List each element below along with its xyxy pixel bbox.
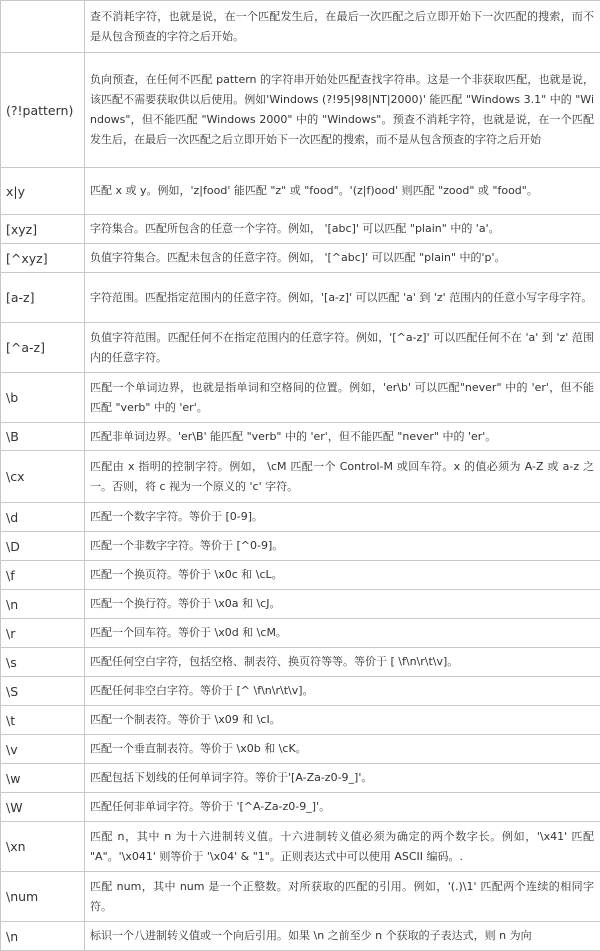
regex-symbol: \b bbox=[1, 373, 85, 423]
regex-description: 匹配任何非单词字符。等价于 '[^A-Za-z0-9_]'。 bbox=[85, 793, 600, 822]
regex-symbol: [^xyz] bbox=[1, 244, 85, 273]
regex-symbol: \B bbox=[1, 423, 85, 451]
regex-symbol: [a-z] bbox=[1, 273, 85, 323]
table-row bbox=[1, 273, 600, 323]
regex-symbol bbox=[1, 1, 85, 53]
table-row bbox=[1, 590, 600, 619]
table-row bbox=[1, 1, 600, 53]
regex-symbol: \v bbox=[1, 735, 85, 764]
regex-symbol: (?!pattern) bbox=[1, 53, 85, 168]
regex-symbol: \f bbox=[1, 561, 85, 590]
table-row bbox=[1, 561, 600, 590]
table-row bbox=[1, 503, 600, 532]
table-row bbox=[1, 922, 600, 951]
regex-symbol: x|y bbox=[1, 168, 85, 215]
regex-description: 匹配非单词边界。'er\B' 能匹配 "verb" 中的 'er'，但不能匹配 "never" 中的 'er'。 bbox=[85, 423, 600, 451]
table-row bbox=[1, 323, 600, 373]
table-row bbox=[1, 619, 600, 648]
regex-description: 匹配任何空白字符，包括空格、制表符、换页符等等。等价于 [ \f\n\r\t\v]。 bbox=[85, 648, 600, 677]
table-row bbox=[1, 764, 600, 793]
regex-description: 匹配一个数字字符。等价于 [0-9]。 bbox=[85, 503, 600, 532]
table-row bbox=[1, 53, 600, 168]
regex-symbol: \S bbox=[1, 677, 85, 706]
regex-description: 匹配任何非空白字符。等价于 [^ \f\n\r\t\v]。 bbox=[85, 677, 600, 706]
table-row bbox=[1, 244, 600, 273]
regex-description: 字符范围。匹配指定范围内的任意字符。例如，'[a-z]' 可以匹配 'a' 到 'z' 范围内的任意小写字母字符。 bbox=[85, 273, 600, 323]
regex-description: 负值字符集合。匹配未包含的任意字符。例如， '[^abc]' 可以匹配 "plain" 中的'p'。 bbox=[85, 244, 600, 273]
regex-symbol: \W bbox=[1, 793, 85, 822]
regex-symbol: \w bbox=[1, 764, 85, 793]
regex-description: 负值字符范围。匹配任何不在指定范围内的任意字符。例如，'[^a-z]' 可以匹配任何不在 'a' 到 'z' 范围内的任意字符。 bbox=[85, 323, 600, 373]
table-row bbox=[1, 872, 600, 922]
table-row bbox=[1, 793, 600, 822]
regex-symbol: \r bbox=[1, 619, 85, 648]
regex-description: 匹配包括下划线的任何单词字符。等价于'[A-Za-z0-9_]'。 bbox=[85, 764, 600, 793]
table-row bbox=[1, 451, 600, 503]
regex-description: 匹配 x 或 y。例如，'z|food' 能匹配 "z" 或 "food"。'(z|f)ood' 则匹配 "zood" 或 "food"。 bbox=[85, 168, 600, 215]
regex-symbol: \D bbox=[1, 532, 85, 561]
regex-symbol: \t bbox=[1, 706, 85, 735]
regex-description: 字符集合。匹配所包含的任意一个字符。例如， '[abc]' 可以匹配 "plain" 中的 'a'。 bbox=[85, 215, 600, 244]
regex-symbol: \cx bbox=[1, 451, 85, 503]
regex-description: 匹配 num，其中 num 是一个正整数。对所获取的匹配的引用。例如，'(.)\1' 匹配两个连续的相同字符。 bbox=[85, 872, 600, 922]
regex-symbol: \num bbox=[1, 872, 85, 922]
table-row bbox=[1, 822, 600, 872]
table-row bbox=[1, 532, 600, 561]
regex-description: 匹配一个垂直制表符。等价于 \x0b 和 \cK。 bbox=[85, 735, 600, 764]
regex-description: 匹配一个换页符。等价于 \x0c 和 \cL。 bbox=[85, 561, 600, 590]
table-row bbox=[1, 677, 600, 706]
regex-description: 匹配一个非数字字符。等价于 [^0-9]。 bbox=[85, 532, 600, 561]
regex-description: 匹配由 x 指明的控制字符。例如， \cM 匹配一个 Control-M 或回车符。x 的值必须为 A-Z 或 a-z 之一。否则，将 c 视为一个原义的 'c' 字符。 bbox=[85, 451, 600, 503]
table-row bbox=[1, 735, 600, 764]
regex-description: 负向预查，在任何不匹配 pattern 的字符串开始处匹配查找字符串。这是一个非获取匹配，也就是说，该匹配不需要获取供以后使用。例如'Windows (?!95|98|NT|2000)' 能匹配 "Windows 3.1" 中的 "Windows"，但不能匹配 "Windows 2000" 中的 "Windows"。预查不消耗字符，也就是说，在一个匹配发生后，在最后一次匹配之后立即开始下一次匹配的搜索，而不是从包含预查的字符之后开始 bbox=[85, 53, 600, 168]
table-row bbox=[1, 423, 600, 451]
regex-description: 匹配一个单词边界，也就是指单词和空格间的位置。例如，'er\b' 可以匹配"never" 中的 'er'，但不能匹配 "verb" 中的 'er'。 bbox=[85, 373, 600, 423]
regex-symbol: \xn bbox=[1, 822, 85, 872]
regex-description: 匹配一个回车符。等价于 \x0d 和 \cM。 bbox=[85, 619, 600, 648]
table-row bbox=[1, 648, 600, 677]
regex-symbol: \n bbox=[1, 590, 85, 619]
regex-symbol: \s bbox=[1, 648, 85, 677]
regex-description: 匹配一个换行符。等价于 \x0a 和 \cJ。 bbox=[85, 590, 600, 619]
regex-description: 匹配一个制表符。等价于 \x09 和 \cI。 bbox=[85, 706, 600, 735]
regex-symbol: \d bbox=[1, 503, 85, 532]
regex-description: 匹配 n，其中 n 为十六进制转义值。十六进制转义值必须为确定的两个数字长。例如，'\x41' 匹配 "A"。'\x041' 则等价于 '\x04' & "1"。正则表达式中可以使用 ASCII 编码。. bbox=[85, 822, 600, 872]
table-row bbox=[1, 706, 600, 735]
regex-description: 标识一个八进制转义值或一个向后引用。如果 \n 之前至少 n 个获取的子表达式，则 n 为向 bbox=[85, 922, 600, 951]
table-row bbox=[1, 168, 600, 215]
regex-symbol: [xyz] bbox=[1, 215, 85, 244]
regex-symbol: [^a-z] bbox=[1, 323, 85, 373]
table-row bbox=[1, 215, 600, 244]
regex-description: 查不消耗字符，也就是说，在一个匹配发生后，在最后一次匹配之后立即开始下一次匹配的搜索，而不是从包含预查的字符之后开始。 bbox=[85, 1, 600, 53]
regex-symbol: \n bbox=[1, 922, 85, 951]
table-row bbox=[1, 373, 600, 423]
